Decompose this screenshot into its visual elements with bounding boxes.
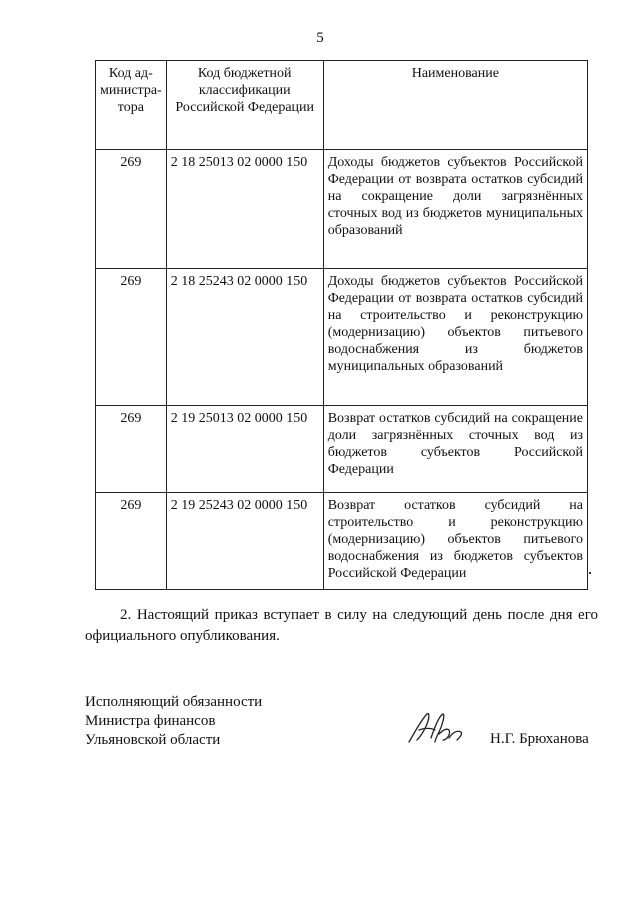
table-row bbox=[96, 269, 588, 406]
signatory-name: Н.Г. Брюханова bbox=[490, 731, 589, 747]
cell-budget-code: 2 18 25243 02 0000 150 bbox=[166, 269, 323, 406]
signatory-title bbox=[85, 693, 262, 750]
page-number: 5 bbox=[316, 30, 324, 46]
ink-dot bbox=[589, 572, 591, 574]
cell-budget-code: 2 18 25013 02 0000 150 bbox=[166, 150, 323, 269]
cell-admin-code: 269 bbox=[96, 406, 167, 493]
cell-admin-code: 269 bbox=[96, 269, 167, 406]
cell-name: Возврат остатков субсидий на строительство и реконструкцию (модернизацию) объектов питьевого водоснабжения из бюджетов субъектов Российской Федерации bbox=[323, 493, 587, 590]
cell-budget-code: 2 19 25013 02 0000 150 bbox=[166, 406, 323, 493]
cell-admin-code: 269 bbox=[96, 493, 167, 590]
signatory-title-line: Исполняющий обязанности bbox=[85, 694, 263, 710]
cell-budget-code: 2 19 25243 02 0000 150 bbox=[166, 493, 323, 590]
order-effective-paragraph: 2. Настоящий приказ вступает в силу на следующий день после дня его официального опубликования. bbox=[85, 607, 598, 644]
cell-admin-code: 269 bbox=[96, 150, 167, 269]
signatory-title-line: Ульяновской области bbox=[85, 732, 221, 748]
header-name: Наименование bbox=[323, 61, 587, 150]
cell-name: Доходы бюджетов субъектов Российской Федерации от возврата остатков субсидий на сокращение доли загрязнённых сточных вод из бюджетов муниципальных образований bbox=[323, 150, 587, 269]
header-admin-code: Код ад-министра-тора bbox=[96, 61, 167, 150]
table-row bbox=[96, 493, 588, 590]
cell-name: Доходы бюджетов субъектов Российской Федерации от возврата остатков субсидий на строительство и реконструкцию (модернизацию) объектов питьевого водоснабжения из бюджетов муниципальных образований bbox=[323, 269, 587, 406]
table-row bbox=[96, 150, 588, 269]
header-budget-code: Код бюджетной классификации Российской Федерации bbox=[166, 61, 323, 150]
table-header-row bbox=[96, 61, 588, 150]
table-row bbox=[96, 406, 588, 493]
cell-name: Возврат остатков субсидий на сокращение доли загрязнённых сточных вод из бюджетов субъектов Российской Федерации bbox=[323, 406, 587, 493]
budget-classification-table bbox=[95, 60, 588, 590]
signatory-title-line: Министра финансов bbox=[85, 713, 216, 729]
handwritten-signature bbox=[405, 708, 467, 753]
